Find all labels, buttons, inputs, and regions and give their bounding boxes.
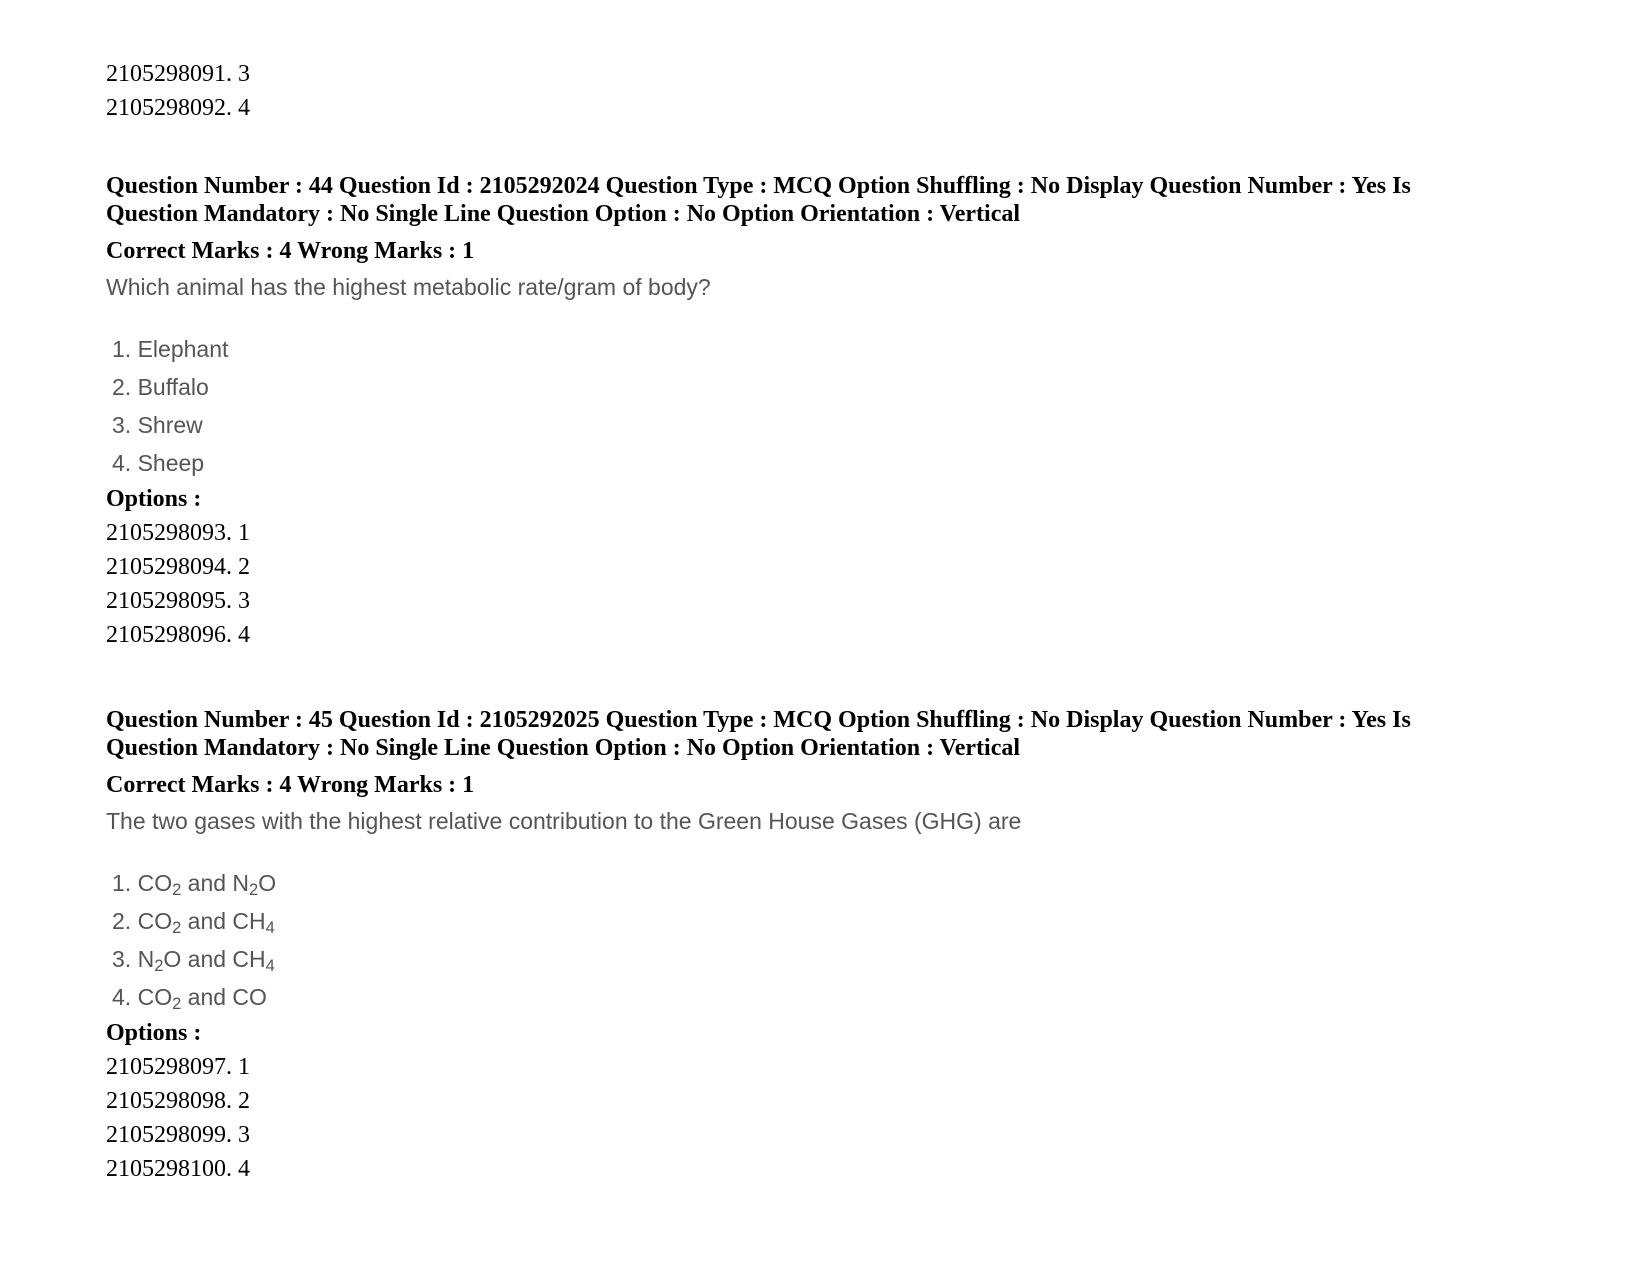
option-list: [106, 516, 1506, 652]
option-row: 2105298093. 1: [106, 520, 250, 546]
answer-choice-text: Shrew: [131, 412, 203, 438]
subscript: 2: [172, 880, 182, 900]
answer-choice-number: 4.: [112, 984, 132, 1010]
option-value: 3: [238, 61, 250, 87]
answer-choice: [106, 444, 1506, 482]
option-value: 3: [238, 588, 250, 614]
answer-choice-text: Sheep: [131, 450, 205, 476]
question-block: [106, 172, 1506, 652]
question-block: [106, 706, 1506, 1186]
answer-choices: [106, 864, 1506, 1016]
option-value: 2: [238, 1088, 250, 1114]
option-id: 2105298098: [106, 1088, 226, 1114]
question-marks: Correct Marks : 4 Wrong Marks : 1: [106, 238, 475, 264]
answer-choice: [106, 406, 1506, 444]
option-id: 2105298096: [106, 622, 226, 648]
option-id: 2105298092: [106, 95, 226, 121]
option-value: 1: [238, 1054, 250, 1080]
previous-question-options: [106, 57, 250, 125]
subscript: 4: [265, 918, 275, 938]
options-label: Options :: [106, 1020, 202, 1046]
subscript: 2: [172, 994, 182, 1014]
option-row: 2105298097. 1: [106, 1054, 250, 1080]
answer-choice-text: O: [258, 870, 277, 896]
option-id: 2105298094: [106, 554, 226, 580]
answer-choice-text: CO: [131, 870, 173, 896]
answer-choices: [106, 330, 1506, 482]
answer-choice: [106, 902, 1506, 940]
option-id: 2105298091: [106, 61, 226, 87]
answer-choice-text: Buffalo: [131, 374, 209, 400]
answer-choice-text: CO: [131, 984, 173, 1010]
answer-choice-number: 4.: [112, 450, 132, 476]
answer-choice-number: 2.: [112, 374, 132, 400]
subscript: 4: [265, 956, 275, 976]
subscript: 2: [172, 918, 182, 938]
options-label: Options :: [106, 486, 202, 512]
answer-choice-number: 3.: [112, 946, 132, 972]
answer-choice-text: CO: [131, 908, 173, 934]
option-row: 2105298098. 2: [106, 1088, 250, 1114]
option-value: 1: [238, 520, 250, 546]
answer-choice-text: and N: [181, 870, 250, 896]
answer-choice-number: 2.: [112, 908, 132, 934]
option-list: [106, 1050, 1506, 1186]
option-id: 2105298100: [106, 1156, 226, 1182]
option-value: 3: [238, 1122, 250, 1148]
question-marks: Correct Marks : 4 Wrong Marks : 1: [106, 772, 475, 798]
question-text: Which animal has the highest metabolic rate/gram of body?: [106, 274, 711, 300]
answer-choice-text: and CH: [181, 908, 266, 934]
option-row: 2105298099. 3: [106, 1122, 250, 1148]
option-id: 2105298097: [106, 1054, 226, 1080]
option-value: 2: [238, 554, 250, 580]
option-row: 2105298092. 4: [106, 95, 250, 121]
answer-choice-text: N: [131, 946, 155, 972]
option-value: 4: [238, 622, 250, 648]
option-row: 2105298095. 3: [106, 588, 250, 614]
answer-choice-text: and CO: [181, 984, 267, 1010]
option-row: 2105298096. 4: [106, 622, 250, 648]
answer-choice-text: O and CH: [163, 946, 266, 972]
answer-choice-text: Elephant: [131, 336, 229, 362]
question-text: The two gases with the highest relative contribution to the Green House Gases (GHG) are: [106, 808, 1022, 834]
option-id: 2105298093: [106, 520, 226, 546]
question-header: Question Number : 44 Question Id : 2105292024 Question Type : MCQ Option Shuffling : No Display Question Number : Yes Is Question Mandatory : No Single Line Question Option : No Option Orientation : Vertical: [106, 173, 1411, 227]
subscript: 2: [154, 956, 164, 976]
option-row: 2105298091. 3: [106, 61, 250, 87]
answer-choice-number: 1.: [112, 336, 132, 362]
option-id: 2105298095: [106, 588, 226, 614]
answer-choice-number: 1.: [112, 870, 132, 896]
option-row: 2105298100. 4: [106, 1156, 250, 1182]
answer-choice: [106, 940, 1506, 978]
answer-choice: [106, 864, 1506, 902]
option-row: 2105298094. 2: [106, 554, 250, 580]
answer-choice: [106, 368, 1506, 406]
option-value: 4: [238, 1156, 250, 1182]
option-value: 4: [238, 95, 250, 121]
answer-choice: [106, 330, 1506, 368]
answer-choice-number: 3.: [112, 412, 132, 438]
question-header: Question Number : 45 Question Id : 2105292025 Question Type : MCQ Option Shuffling : No Display Question Number : Yes Is Question Mandatory : No Single Line Question Option : No Option Orientation : Vertical: [106, 707, 1411, 761]
subscript: 2: [249, 880, 259, 900]
answer-choice: [106, 978, 1506, 1016]
option-id: 2105298099: [106, 1122, 226, 1148]
